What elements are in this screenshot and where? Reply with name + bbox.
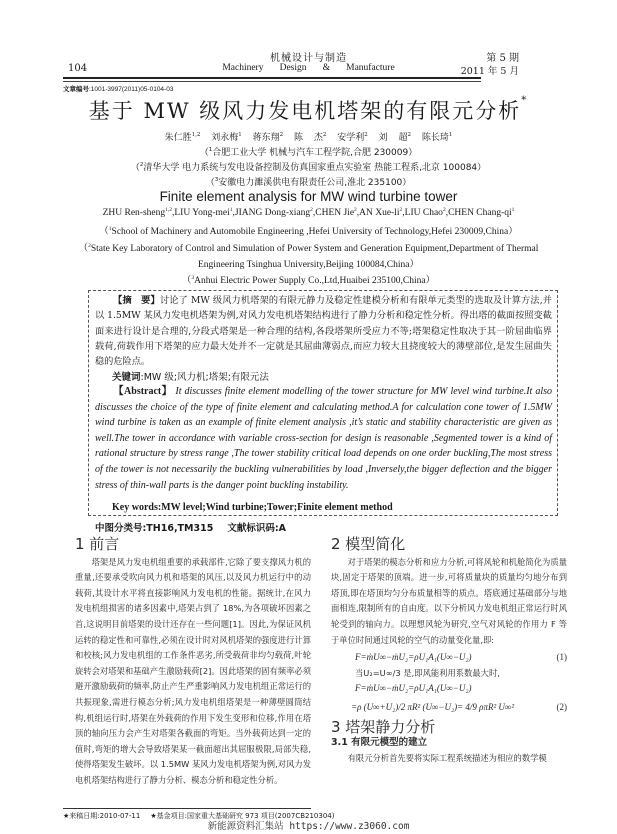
footnote: ★来稿日期:2010-07-11 ★基金项目:国家重大基础研究 973 项目(2007CB210304) bbox=[63, 812, 335, 820]
header-rule-right bbox=[63, 77, 481, 79]
subsection-heading: 3.1 有限元模型的建立 bbox=[331, 737, 428, 749]
author: 朱仁胜$^{1,2}$ bbox=[164, 132, 201, 143]
classification: 中图分类号:TH16,TM315 文献标识码:A bbox=[95, 523, 286, 534]
section-1 bbox=[75, 535, 311, 789]
author: 刘永梅$^1$ bbox=[211, 132, 242, 143]
watermark: 新能源资料汇集站 https://www.z3060.com bbox=[207, 821, 410, 832]
abstract-en-label: 【Abstract】 bbox=[113, 386, 173, 397]
section-heading: 2 模型简化 bbox=[331, 535, 406, 553]
author: 刘 超$^2$ bbox=[378, 132, 412, 143]
issue-number: 第 5 期 bbox=[486, 53, 519, 64]
abstract-en: 【Abstract】 It discusses finite element modelling of the tower structure for MW level wind turbine.It also discusses the choice of the type of finite element and calculating method.A for calculation cone tower of 1.5MW wind turbine is taken as an example of finite element analysis ,it’s static and stability characteristic are given as well.The tower in accordance with variable cross-section for design is reasonable ,Segmented tower is a kind of rational structure by stress range ,The tower stability critical load depends on one order buckling,The most stress of the tower is not necessarily the buckling vulnerabilities by load ,Inversely,the bigger deflection and the bigger stress of thin-wall parts is the danger point buckling instability. bbox=[95, 386, 553, 491]
section-body: 塔架是风力发电机组重要的承载部件,它除了要支撑风力机的重量,还要承受吹向风力机和塔架的风压,以及风力机运行中的动载荷,其设计水平将直接影响风力发电机的性能。据统计,在风力发电机组损害的诸多因素中,塔架占到了 18%,为各项破坏因素之首,这说明目前塔架的设计还存在一些问题[1]。因此,为保证风机运转的稳定性和可靠性,必须在设计时对风机塔架的强度进行计算和校核;风力发电机组的工作条件恶劣,所受载荷非均匀载荷,叶轮旋转会对塔架和基础产生激励载荷[2]。因此塔架的固有频率必须避开激励载荷的频率,防止产生严重影响风力发电机组正常运行的共振现象,需进行模态分析;风力发电机组塔架是一种薄壁圆筒结构,机组运行时,塔架在外载荷的作用下发生变形和位移,作用在塔顶的轴向压力会产生对塔架各截面的弯矩。当外载荷达到一定的值时,弯矩的增大会导致塔架某一截面超出其屈服极限,局部失稳,使得塔架发生破坏。以 1.5MW 某风力发电机塔架为例,对风力发电机塔架结构进行了静力分析、模态分析和稳定性分析。 bbox=[75, 556, 311, 785]
author: 陈长琦$^1$ bbox=[421, 132, 453, 143]
affiliation-cn-3: （$^3$安徽电力濉溪供电有限责任公司,淮北 235100） bbox=[205, 177, 412, 188]
section-2 bbox=[331, 535, 567, 766]
authors-en: ZHU Ren-sheng$^{1,2}$,LIU Yong-mei$^1$,JIANG Dong-xiang$^2$,CHEN Jie$^2$,AN Xue-$li^2,LIU$ Chao$^2$,CHEN Chang-$qi^1$ bbox=[102, 207, 515, 219]
affiliation-en-2: （$^2$State Key Laboratory of Control and Simulation of Power System and Generation Equipment,Department of Thermal bbox=[78, 242, 539, 254]
section-heading: 3 塔架静力分析 bbox=[331, 717, 436, 736]
affiliation-en-2-cont: Engineering Tsinghua University,Beijing 100084,China） bbox=[198, 260, 419, 270]
watermark-url[interactable]: https://www.z3060.com bbox=[289, 821, 410, 832]
abstract-cn: 【摘 要】讨论了 MW 级风力机塔架的有限元静力及稳定性建模分析和有限单元类型的选取及计算方法,并以 1.5MW 某风力发电机塔架为例,对风力发电机塔架结构进行了静力分析和稳定性分析。得出塔的截面按照变截面来进行设计是合理的,分段式塔架是一种合理的结构,各段塔架所受应力不等;塔架稳定性取决于其一阶屈曲临界载荷,荷载作用下塔架的应力最大处并不一定就是其屈曲薄弱点,而应力较大且挠度较大的薄壁部位,是发生屈曲失稳的危险点。 bbox=[95, 295, 552, 368]
section-body: 有限元分析首先要将实际工程系统描述为相应的数学模 bbox=[347, 752, 547, 763]
affiliation-cn-2: （$^2$清华大学 电力系统与发电设备控制及仿真国家重点实验室 热能工程系,北京 100084） bbox=[130, 162, 487, 173]
equation-condition: 当U₂=U∞/3 是,即风能利用系数最大时, bbox=[355, 667, 500, 678]
affiliation-en-3: （$^3$Anhui Electric Power Supply Co.,Ltd,Huaibei 235100,China） bbox=[181, 274, 436, 286]
section-body: 对于塔架的模态分析和应力分析,可将风轮和机舱简化为质量块,固定于塔架的顶端。进一步,可将质量块的质量均匀地分布到塔顶,即在塔顶均匀分布质量相等的质点。塔底通过基础部分与地面相连,限制所有的自由度。以下分析风力发电机组正常运行时风轮受到的轴向力。以理想风轮为研究,空气对风轮的作用力 F 等于单位时间通过风轮的空气的动量变化量,即: bbox=[331, 556, 567, 645]
affiliation-cn-1: （$^1$合肥工业大学 机械与汽车工程学院,合肥 230009） bbox=[199, 147, 418, 158]
abstract-cn-label: 【摘 要】 bbox=[113, 295, 160, 306]
keywords-en: Key words:MW level;Wind turbine;Tower;Finite element method bbox=[112, 502, 393, 513]
authors-cn bbox=[0, 130, 617, 143]
author: 蒋东翔$^2$ bbox=[252, 132, 284, 143]
equation-1: F=ṁU∞−ṁU₂=ρU₁A₁(U∞−U₂) (1) bbox=[355, 652, 567, 663]
equation-2a: F=ṁU∞−ṁU₂=ρU₁A₁(U∞−U₂) bbox=[355, 683, 472, 694]
footnote-rule bbox=[63, 808, 311, 809]
author: 陈 杰$^2$ bbox=[294, 132, 327, 143]
page-number: 104 bbox=[68, 63, 88, 74]
page-title: 基于 MW 级风力发电机塔架的有限元分析* bbox=[88, 95, 529, 123]
header-rule-thin bbox=[63, 81, 481, 82]
author: 安学利$^2$ bbox=[337, 132, 368, 143]
equation-2b: =ρ (U∞+U₂)/2 πR² (U∞−U₂)= 4/9 ρπR² U∞² (2) bbox=[351, 701, 567, 712]
article-number: 文章编号:1001-3997(2011)05-0104-03 bbox=[63, 86, 174, 93]
keywords-cn: 关键词:MW 级;风力机;塔架;有限元法 bbox=[112, 372, 269, 383]
issue-date: 2011 年 5 月 bbox=[460, 66, 519, 77]
journal-title-en: Machinery Design & Manufacture bbox=[222, 63, 395, 73]
affiliation-en-1: （$^1$School of Machinery and Automobile Engineering ,Hefei University of Technology,Hefei 230009,China） bbox=[99, 225, 518, 237]
journal-title-cn: 机械设计与制造 bbox=[270, 53, 347, 64]
section-heading: 1 前言 bbox=[75, 535, 120, 553]
title-en: Finite element analysis for MW wind turbine tower bbox=[159, 189, 458, 204]
